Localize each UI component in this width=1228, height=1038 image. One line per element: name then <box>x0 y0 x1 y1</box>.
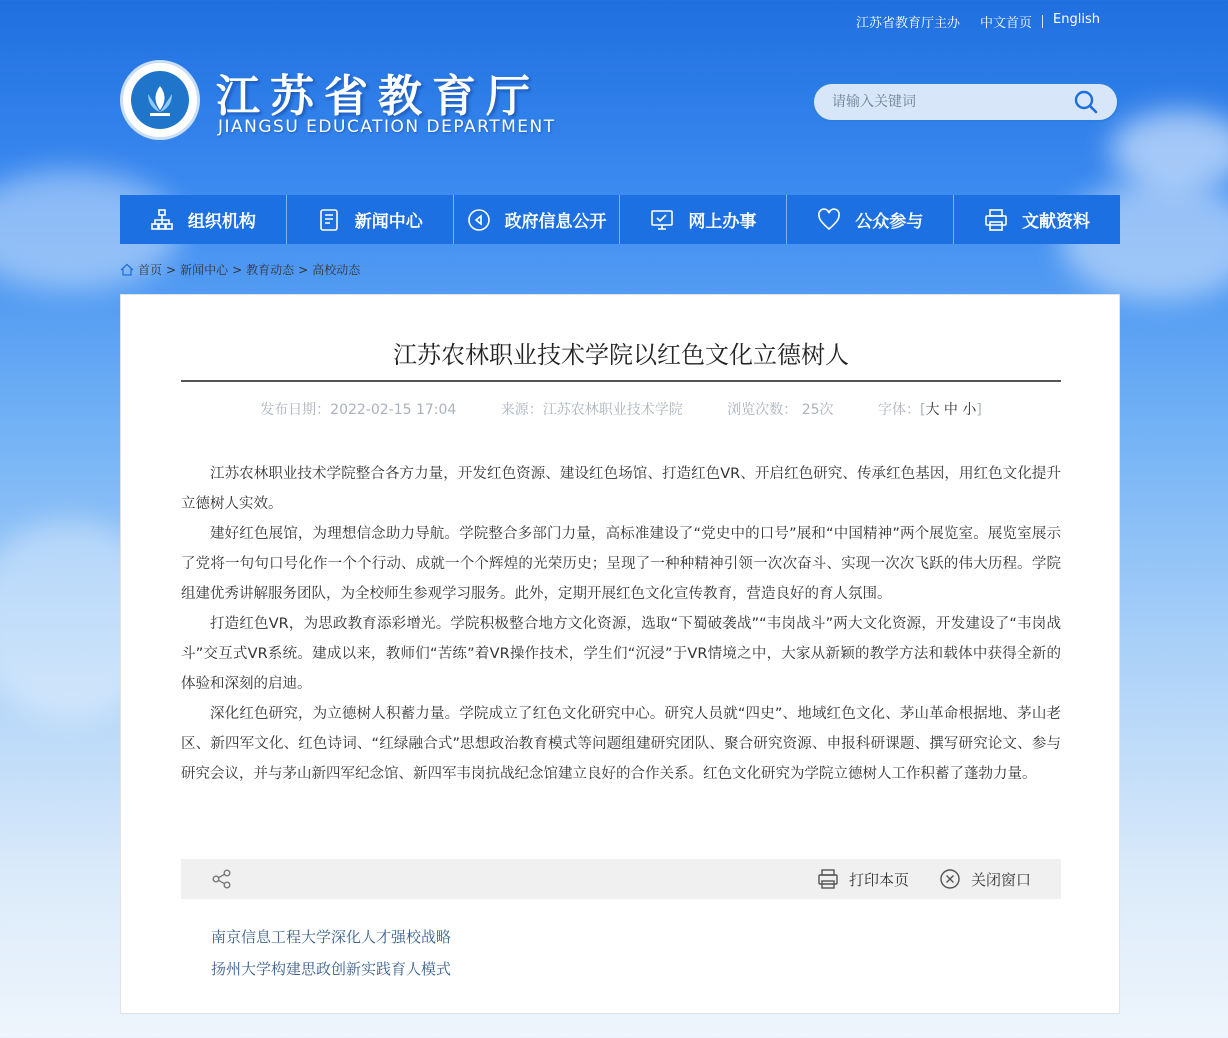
font-size-control: 字体：[大 中 小] <box>877 402 982 418</box>
nav-item-gov-info[interactable] <box>454 195 621 244</box>
breadcrumb-home[interactable]: 首页 <box>138 263 163 277</box>
paragraph: 深化红色研究，为立德树人积蓄力量。学院成立了红色文化研究中心。研究人员就“四史”、地域红色文化、茅山革命根据地、茅山老区、新四军文化、红色诗词、“红绿融合式”思想政治教育模式等问题组建研究团队、聚合研究资源、申报科研课题、撰写研究论文、参与研究会议，并与茅山新四军纪念馆、新四军韦岗抗战纪念馆建立良好的合作关系。红色文化研究为学院立德树人工作积蓄了蓬勃力量。 <box>181 706 1061 782</box>
nav-item-organization[interactable] <box>120 195 287 244</box>
view-count: 浏览次数： 25次 <box>727 402 834 418</box>
site-title: 江苏省教育厅 <box>216 71 540 122</box>
close-icon[interactable] <box>939 868 961 890</box>
printer-icon <box>984 208 1008 232</box>
home-cn-link[interactable]: 中文首页 <box>980 16 1033 31</box>
nav-label: 公众参与 <box>855 212 924 232</box>
related-links <box>211 921 451 985</box>
english-link[interactable]: English <box>1053 12 1100 27</box>
logo-emblem <box>131 71 189 129</box>
font-medium-button[interactable]: 中 <box>943 402 958 418</box>
breadcrumb: 首页 > 新闻中心 > 教育动态 > 高校动态 <box>120 261 360 278</box>
paragraph: 江苏农林职业技术学院整合各方力量，开发红色资源、建设红色场馆、打造红色VR、开启红色研究、传承红色基因，用红色文化提升立德树人实效。 <box>181 466 1061 512</box>
related-link[interactable]: 扬州大学构建思政创新实践育人模式 <box>211 960 452 978</box>
article-meta <box>181 399 1061 419</box>
breadcrumb-edu-news[interactable]: 教育动态 <box>246 263 295 277</box>
logo[interactable] <box>120 60 200 140</box>
main-nav <box>120 195 1120 244</box>
article-card <box>120 294 1120 1014</box>
search-icon[interactable] <box>1073 89 1099 115</box>
nav-item-online-service[interactable] <box>620 195 787 244</box>
font-size-label: 字体： <box>877 402 920 418</box>
nav-item-participation[interactable] <box>787 195 954 244</box>
nav-label: 政府信息公开 <box>504 212 607 232</box>
breadcrumb-news[interactable]: 新闻中心 <box>180 263 229 277</box>
nav-label: 网上办事 <box>688 212 757 232</box>
toolbar-actions <box>817 868 1031 890</box>
print-icon[interactable] <box>817 868 839 890</box>
print-button[interactable]: 打印本页 <box>848 870 909 889</box>
emblem-icon <box>140 80 180 120</box>
nav-label: 文献资料 <box>1022 212 1091 232</box>
monitor-icon <box>650 208 674 232</box>
breadcrumb-university-news[interactable]: 高校动态 <box>312 263 361 277</box>
related-link[interactable]: 南京信息工程大学深化人才强校战略 <box>211 928 452 946</box>
search-input[interactable] <box>832 94 1073 110</box>
title-divider <box>181 380 1061 382</box>
nav-item-news[interactable] <box>287 195 454 244</box>
paragraph: 打造红色VR，为思政教育添彩增光。学院积极整合地方文化资源，选取“下蜀破袭战”“韦岗战斗”两大文化资源，开发建设了“韦岗战斗”交互式VR系统。建成以来，教师们“苦练”着VR操作技术，学生们“沉浸”于VR情境之中，大家从新颖的教学方法和载体中获得全新的体验和深刻的启迪。 <box>181 616 1061 692</box>
article-body <box>181 459 1061 789</box>
site-subtitle: JIANGSU EDUCATION DEPARTMENT <box>218 117 556 137</box>
paragraph: 建好红色展馆，为理想信念助力导航。学院整合多部门力量，高标准建设了“党史中的口号”展和“中国精神”两个展览室。展览室展示了党将一句句口号化作一个个行动、成就一个个辉煌的光荣历史；呈现了一种种精神引领一次次奋斗、实现一次次飞跃的伟大历程。学院组建优秀讲解服务团队，为全校师生参观学习服务。此外，定期开展红色文化宣传教育，营造良好的育人氛围。 <box>181 526 1061 602</box>
share-icon[interactable] <box>211 868 233 890</box>
nav-item-documents[interactable] <box>954 195 1120 244</box>
close-window-button[interactable]: 关闭窗口 <box>970 870 1031 889</box>
sponsor-text: 江苏省教育厅主办 <box>856 16 961 31</box>
play-circle-icon <box>467 208 491 232</box>
article-source: 来源：江苏农林职业技术学院 <box>500 402 683 418</box>
heart-icon <box>817 208 841 232</box>
org-chart-icon <box>150 208 174 232</box>
nav-label: 组织机构 <box>187 212 256 232</box>
font-small-button[interactable]: 小 <box>962 402 977 418</box>
article-toolbar <box>181 859 1061 899</box>
search-box <box>812 82 1119 122</box>
top-links <box>846 12 1110 31</box>
publish-date: 发布日期：2022-02-15 17:04 <box>260 402 457 418</box>
document-icon <box>317 208 341 232</box>
article-title: 江苏农林职业技术学院以红色文化立德树人 <box>393 341 849 369</box>
font-large-button[interactable]: 大 <box>925 402 940 418</box>
home-icon <box>120 263 134 277</box>
nav-label: 新闻中心 <box>354 212 423 232</box>
